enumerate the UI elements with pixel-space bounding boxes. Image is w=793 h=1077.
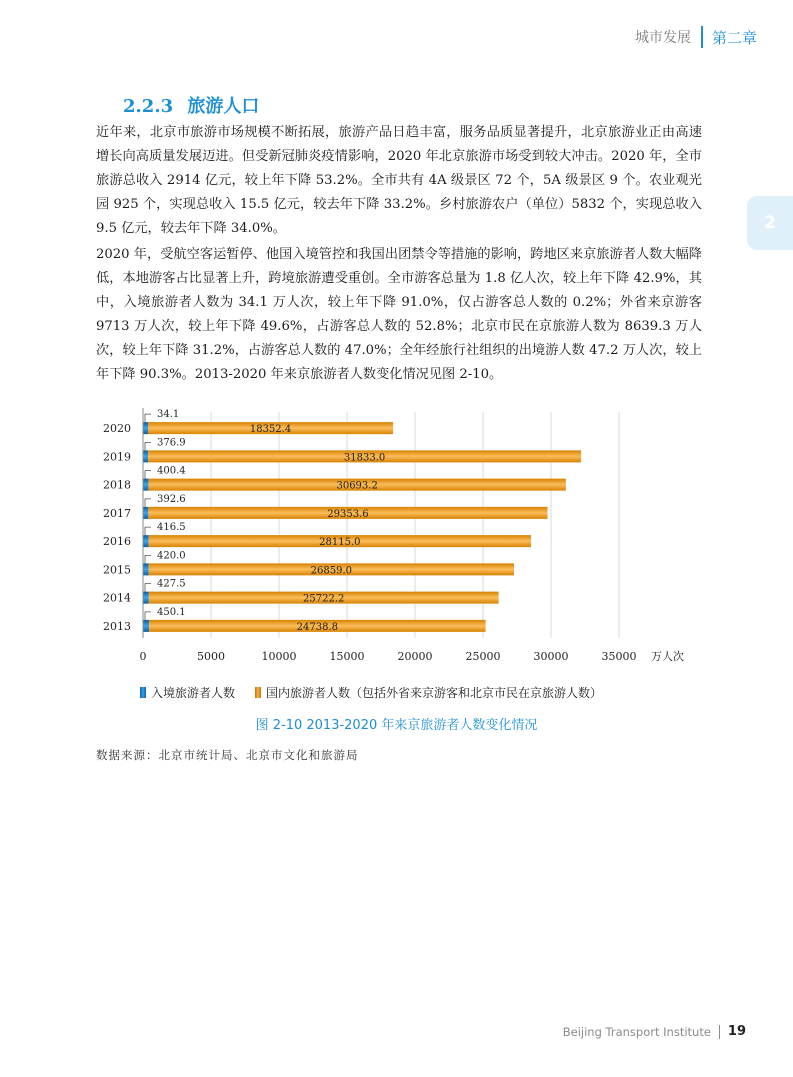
header-divider — [701, 26, 703, 48]
x-tick-label: 30000 — [533, 650, 569, 663]
chart-svg — [95, 398, 715, 680]
bar-inbound — [143, 422, 148, 434]
data-label-inbound: 376.9 — [157, 437, 186, 449]
chart-legend — [140, 684, 622, 701]
data-label-inbound: 450.1 — [157, 606, 186, 618]
legend-item-domestic — [255, 684, 602, 701]
page-number: 19 — [727, 1024, 746, 1039]
figure-caption: 图 2-10 2013-2020 年来京旅游者人数变化情况 — [255, 718, 538, 733]
bar-inbound — [143, 507, 148, 519]
header-chapter: 第二章 — [711, 28, 757, 47]
category-label: 2013 — [103, 619, 131, 633]
legend-item-inbound — [140, 684, 235, 701]
legend-swatch-domestic — [255, 687, 261, 698]
page-footer — [563, 1024, 746, 1039]
header-section: 城市发展 — [634, 30, 691, 46]
leader-line — [145, 414, 151, 422]
bar-inbound — [143, 563, 149, 575]
bar-inbound — [143, 535, 149, 547]
data-label-domestic: 24738.8 — [296, 621, 339, 633]
x-tick-label: 20000 — [397, 650, 433, 663]
x-unit-label: 万人次 — [651, 650, 684, 663]
data-label-inbound: 34.1 — [157, 409, 180, 421]
leader-line — [145, 499, 151, 507]
bar-inbound — [143, 479, 148, 491]
category-label: 2020 — [103, 422, 131, 436]
data-label-domestic: 18352.4 — [249, 424, 292, 436]
chapter-tab: 2 — [747, 196, 793, 250]
data-label-inbound: 392.6 — [157, 493, 186, 505]
legend-label-inbound: 入境旅游者人数 — [151, 686, 236, 700]
section-heading: 旅游人口 — [187, 96, 260, 117]
leader-line — [145, 527, 151, 535]
paragraph-2: 2020 年，受航空客运暂停、他国入境管控和我国出团禁令等措施的影响，跨地区来京旅游者人数大幅降低，本地游客占比显著上升，跨境旅游遭受重创。全市游客总量为 1.8 亿人次，较上年下降 42.9%，其中，入境旅游者人数为 34.1 万人次，较上年下降 91.0%，仅占游客总人数的 0.2%；外省来京游客 9713 万人次，较上年下降 49.6%，占游客总人数的 52.8%；北京市民在京旅游人数为 8639.3 万人次，较上年下降 31.2%，占游客总人数的 47.0%；全年经旅行社组织的出境游人数 47.2 万人次，较上年下降 90.3%。2013-2020 年来京旅游者人数变化情况见图 2-10。 — [96, 247, 702, 382]
legend-swatch-inbound — [140, 687, 146, 698]
section-title — [123, 92, 259, 118]
leader-line — [145, 584, 151, 592]
leader-line — [145, 471, 151, 479]
category-label: 2015 — [103, 563, 131, 577]
x-tick-label: 10000 — [261, 650, 297, 663]
x-tick-label: 5000 — [197, 650, 225, 663]
x-tick-label: 15000 — [329, 650, 365, 663]
category-label: 2017 — [103, 506, 131, 520]
category-label: 2019 — [103, 450, 131, 464]
data-label-inbound: 420.0 — [157, 550, 186, 562]
data-label-domestic: 29353.6 — [327, 508, 369, 520]
footer-institute: Beijing Transport Institute — [562, 1024, 711, 1039]
footer-divider — [719, 1025, 720, 1039]
data-source: 数据来源：北京市统计局、北京市文化和旅游局 — [96, 748, 359, 762]
category-label: 2016 — [103, 535, 131, 549]
x-tick-label: 25000 — [465, 650, 501, 663]
tourist-chart — [95, 398, 715, 680]
data-label-domestic: 31833.0 — [343, 452, 386, 464]
data-label-domestic: 28115.0 — [319, 537, 361, 549]
bar-inbound — [143, 620, 149, 632]
section-number: 2.2.3 — [123, 96, 174, 117]
category-label: 2018 — [103, 478, 131, 492]
data-label-domestic: 25722.2 — [303, 593, 345, 605]
bar-inbound — [143, 592, 149, 604]
leader-line — [145, 442, 151, 450]
data-label-inbound: 416.5 — [157, 522, 186, 534]
data-label-domestic: 26859.0 — [310, 565, 353, 577]
running-header — [635, 26, 757, 48]
x-tick-label: 35000 — [601, 650, 637, 663]
leader-line — [145, 612, 151, 620]
x-tick-label: 0 — [139, 650, 147, 663]
paragraph-1: 近年来，北京市旅游市场规模不断拓展，旅游产品日趋丰富，服务品质显著提升，北京旅游业正由高速增长向高质量发展迈进。但受新冠肺炎疫情影响，2020 年北京旅游市场受到较大冲击。2020 年，全市旅游总收入 2914 亿元，较上年下降 53.2%。全市共有 4A 级景区 72 个，5A 级景区 9 个。农业观光园 925 个，实现总收入 15.5 亿元，较去年下降 33.2%。乡村旅游农户（单位）5832 个，实现总收入 9.5 亿元，较去年下降 34.0%。 — [96, 125, 702, 236]
data-label-inbound: 400.4 — [157, 465, 186, 477]
bar-inbound — [143, 450, 148, 462]
category-label: 2014 — [103, 591, 131, 605]
data-label-inbound: 427.5 — [157, 578, 186, 590]
legend-label-domestic: 国内旅游者人数（包括外省来京游客和北京市民在京旅游人数） — [266, 686, 603, 700]
data-label-domestic: 30693.2 — [336, 480, 378, 492]
leader-line — [145, 555, 151, 563]
